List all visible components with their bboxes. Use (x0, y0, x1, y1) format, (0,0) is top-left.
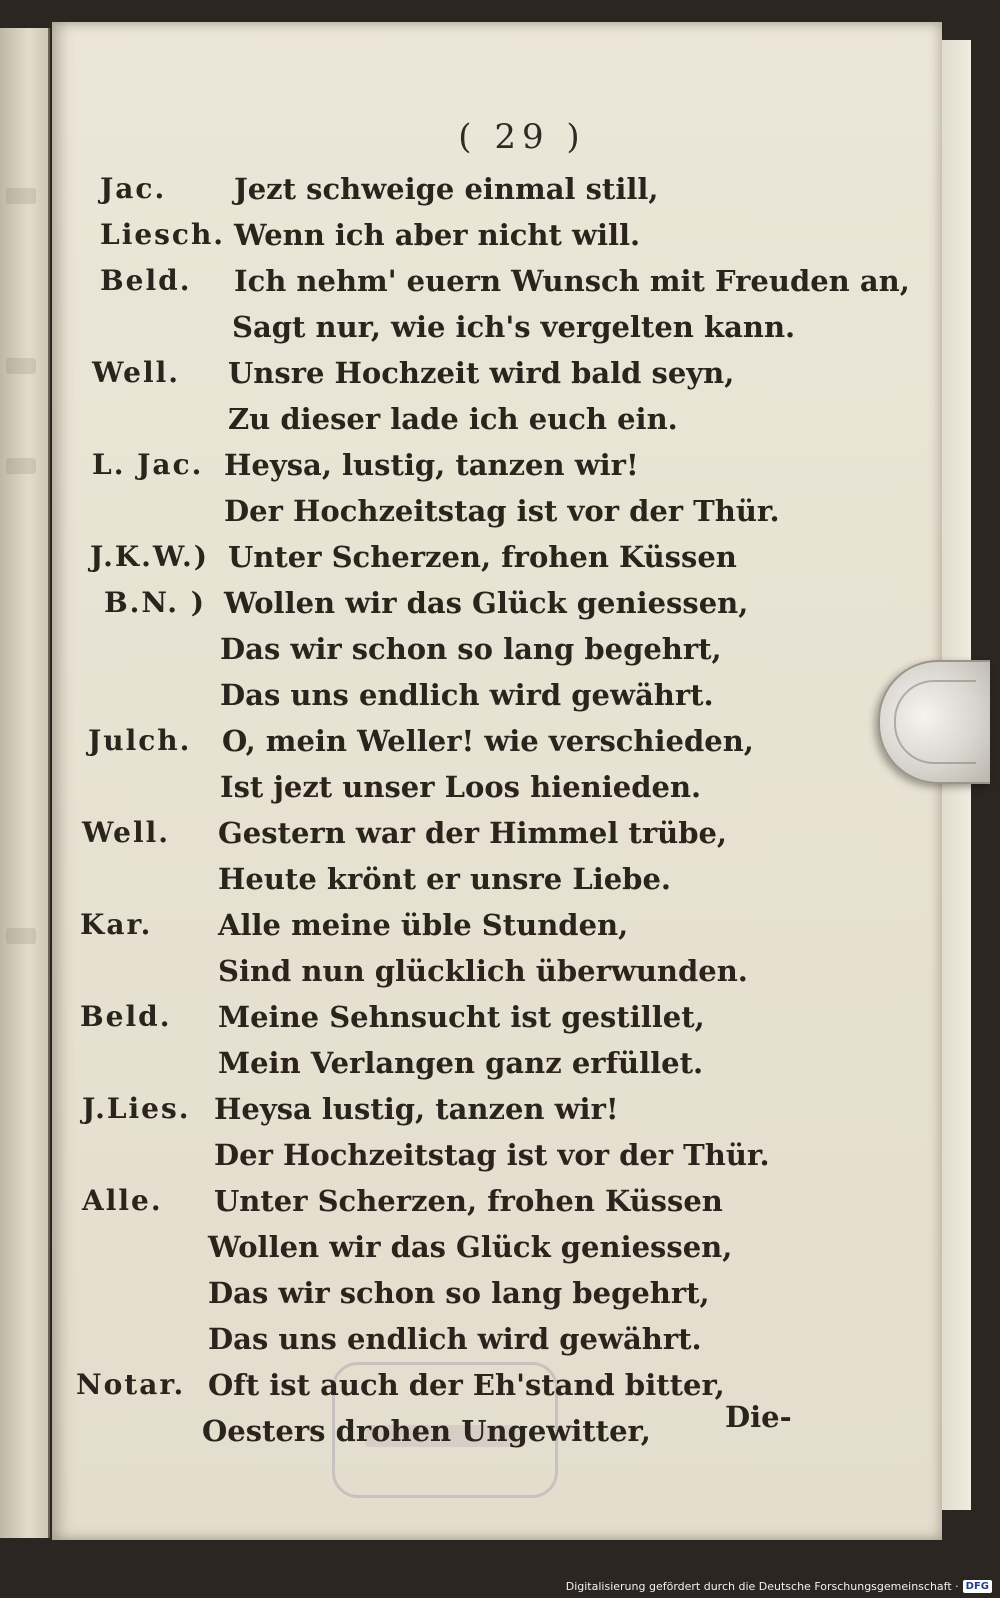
page-holder-clip-rim (894, 680, 976, 764)
page-holder-clip (878, 660, 990, 784)
bleed-through-mark (6, 928, 36, 944)
verse-line: Unter Scherzen, frohen Küssen (214, 1184, 723, 1218)
speaker-label: Beld. (100, 264, 192, 297)
book-page (52, 22, 942, 1540)
left-page-edge (0, 28, 50, 1538)
verse-line: Oft ist auch der Eh'stand bitter, (208, 1368, 725, 1402)
verse-line: Das uns endlich wird gewährt. (208, 1322, 702, 1356)
verse-line: Das wir schon so lang begehrt, (208, 1276, 710, 1310)
verse-line: Meine Sehnsucht ist gestillet, (218, 1000, 705, 1034)
verse-line: Heute krönt er unsre Liebe. (218, 862, 671, 896)
speaker-label: Jac. (100, 172, 167, 205)
speaker-label: L. Jac. (92, 448, 204, 481)
verse-line: Wollen wir das Glück geniessen, (224, 586, 749, 620)
verse-line: Unsre Hochzeit wird bald seyn, (228, 356, 735, 390)
footer-credit: Digitalisierung gefördert durch die Deutsche Forschungsgemeinschaft · (565, 1579, 959, 1593)
verse-line: Gestern war der Himmel trübe, (218, 816, 728, 850)
verse-line: Das uns endlich wird gewährt. (220, 678, 714, 712)
speaker-label: Alle. (82, 1184, 163, 1217)
verse-line: Sind nun glücklich überwunden. (218, 954, 748, 988)
verse-line: Der Hochzeitstag ist vor der Thür. (224, 494, 780, 528)
dialogue-block (52, 22, 942, 1522)
verse-line: Ist jezt unser Loos hienieden. (220, 770, 702, 804)
verse-line: O, mein Weller! wie verschieden, (222, 724, 754, 758)
speaker-label: Notar. (76, 1368, 186, 1401)
bleed-through-mark (6, 358, 36, 374)
speaker-label: J.K.W.) (90, 540, 209, 573)
bleed-through-mark (6, 458, 36, 474)
catchword: Die- (725, 1400, 792, 1434)
verse-line: Heysa, lustig, tanzen wir! (224, 448, 639, 482)
verse-line: Mein Verlangen ganz erfüllet. (218, 1046, 704, 1080)
speaker-label: Kar. (80, 908, 153, 941)
verse-line: Heysa lustig, tanzen wir! (214, 1092, 619, 1126)
page-number: ( 29 ) (458, 117, 586, 157)
verse-line: Jezt schweige einmal still, (234, 172, 659, 206)
verse-line: Alle meine üble Stunden, (218, 908, 629, 942)
verse-line: Wollen wir das Glück geniessen, (208, 1230, 733, 1264)
verse-line: Oesters drohen Ungewitter, (202, 1414, 651, 1448)
verse-line: Das wir schon so lang begehrt, (220, 632, 722, 666)
verse-line: Zu dieser lade ich euch ein. (228, 402, 678, 436)
verse-line: Unter Scherzen, frohen Küssen (228, 540, 737, 574)
speaker-label: B.N. ) (104, 586, 206, 619)
dfg-logo: DFG (963, 1580, 992, 1593)
speaker-label: Julch. (88, 724, 192, 757)
verse-line: Wenn ich aber nicht will. (234, 218, 641, 252)
speaker-label: J.Lies. (82, 1092, 191, 1125)
speaker-label: Liesch. (100, 218, 226, 251)
verse-line: Sagt nur, wie ich's vergelten kann. (232, 310, 796, 344)
verse-line: Der Hochzeitstag ist vor der Thür. (214, 1138, 770, 1172)
bleed-through-mark (6, 188, 36, 204)
digitization-footer (566, 1576, 992, 1596)
speaker-label: Beld. (80, 1000, 172, 1033)
speaker-label: Well. (82, 816, 170, 849)
verse-line: Ich nehm' euern Wunsch mit Freuden an, (234, 264, 910, 298)
speaker-label: Well. (92, 356, 180, 389)
